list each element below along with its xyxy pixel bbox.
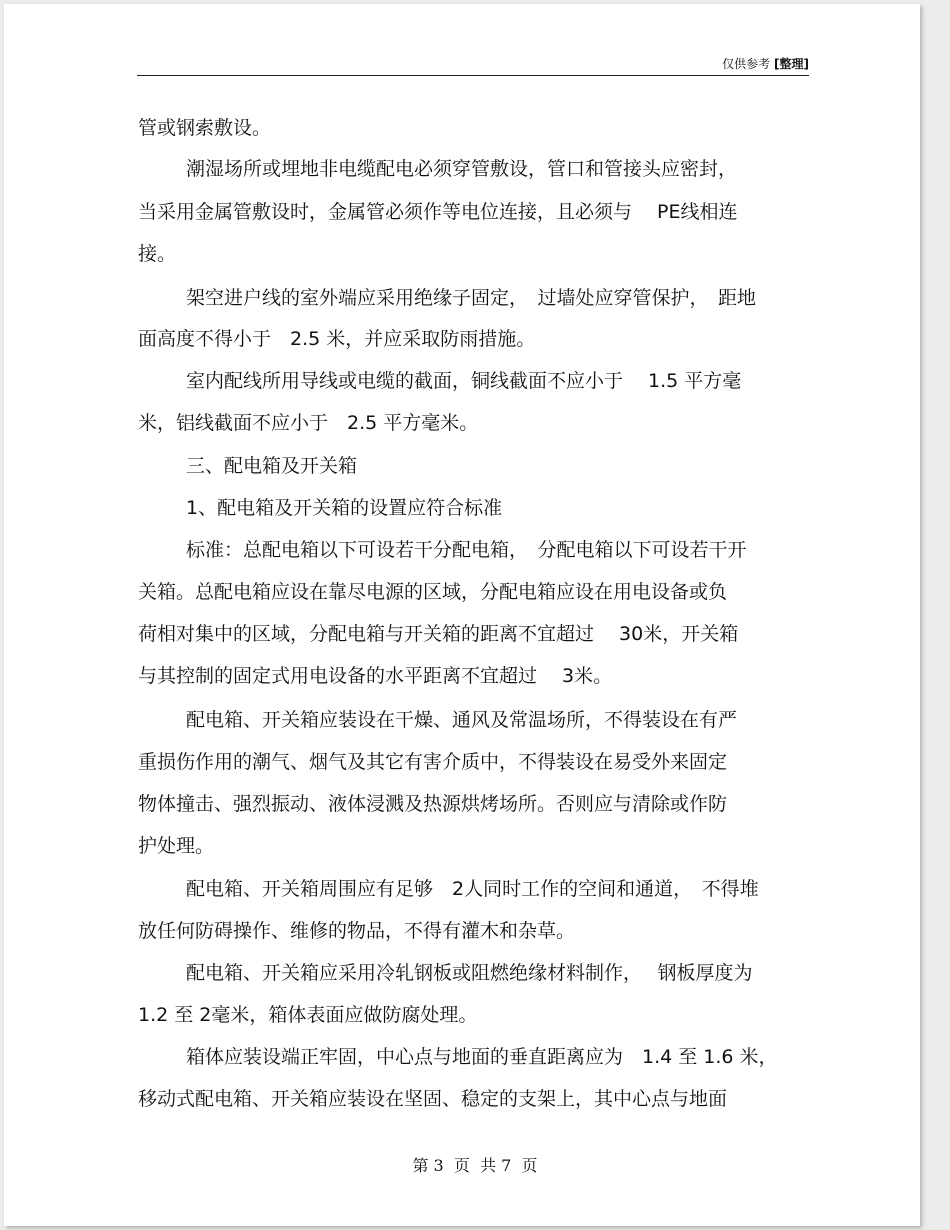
- body-line: 重损伤作用的潮气、烟气及其它有害介质中，不得装设在易受外来固定: [138, 751, 728, 773]
- body-line: 标准：总配电箱以下可设若干分配电箱， 分配电箱以下可设若干开: [186, 539, 747, 561]
- body-line: 与其控制的固定式用电设备的水平距离不宜超过 3米。: [138, 665, 613, 687]
- body-line: 室内配线所用导线或电缆的截面，铜线截面不应小于 1.5 平方毫: [186, 370, 742, 392]
- page-header: [137, 56, 809, 72]
- body-line: 潮湿场所或埋地非电缆配电必须穿管敷设，管口和管接头应密封，: [186, 158, 738, 180]
- section-heading: 三、配电箱及开关箱: [186, 455, 358, 477]
- body-line: 当采用金属管敷设时，金属管必须作等电位连接，且必须与 PE线相连: [138, 201, 738, 223]
- body-line: 箱体应装设端正牢固，中心点与地面的垂直距离应为 1.4 至 1.6 米，: [186, 1046, 778, 1068]
- body-line: 管或钢索敷设。: [138, 117, 272, 139]
- body-line: 架空进户线的室外端应采用绝缘子固定， 过墙处应穿管保护， 距地: [186, 287, 757, 309]
- document-page: [4, 4, 920, 1226]
- body-line: 配电箱、开关箱应采用冷轧钢板或阻燃绝缘材料制作， 钢板厚度为: [186, 962, 753, 984]
- body-line: 移动式配电箱、开关箱应装设在坚固、稳定的支架上，其中心点与地面: [138, 1088, 728, 1110]
- header-text: 仅供参考: [722, 57, 771, 71]
- body-line: 荷相对集中的区域，分配电箱与开关箱的距离不宜超过 30米，开关箱: [138, 623, 739, 645]
- header-tag: [整理]: [774, 57, 809, 71]
- body-line: 护处理。: [138, 835, 215, 857]
- page-number-footer: 第 3 页 共 7 页: [412, 1156, 538, 1175]
- body-line: 配电箱、开关箱周围应有足够 2人同时工作的空间和通道， 不得堆: [186, 878, 759, 900]
- body-line: 配电箱、开关箱应装设在干燥、通风及常温场所，不得装设在有严: [186, 709, 738, 731]
- body-line: 放任何防碍操作、维修的物品，不得有灌木和杂草。: [138, 920, 576, 942]
- body-line: 面高度不得小于 2.5 米，并应采取防雨措施。: [138, 328, 536, 350]
- body-line: 米，铝线截面不应小于 2.5 平方毫米。: [138, 412, 479, 434]
- body-line: 1.2 至 2毫米，箱体表面应做防腐处理。: [138, 1004, 478, 1026]
- body-line: 接。: [138, 243, 177, 265]
- header-rule: [137, 75, 809, 76]
- body-line: 关箱。总配电箱应设在靠尽电源的区域，分配电箱应设在用电设备或负: [138, 581, 728, 603]
- subsection-heading: 1、配电箱及开关箱的设置应符合标准: [186, 497, 503, 519]
- body-line: 物体撞击、强烈振动、液体浸溅及热源烘烤场所。否则应与清除或作防: [138, 793, 728, 815]
